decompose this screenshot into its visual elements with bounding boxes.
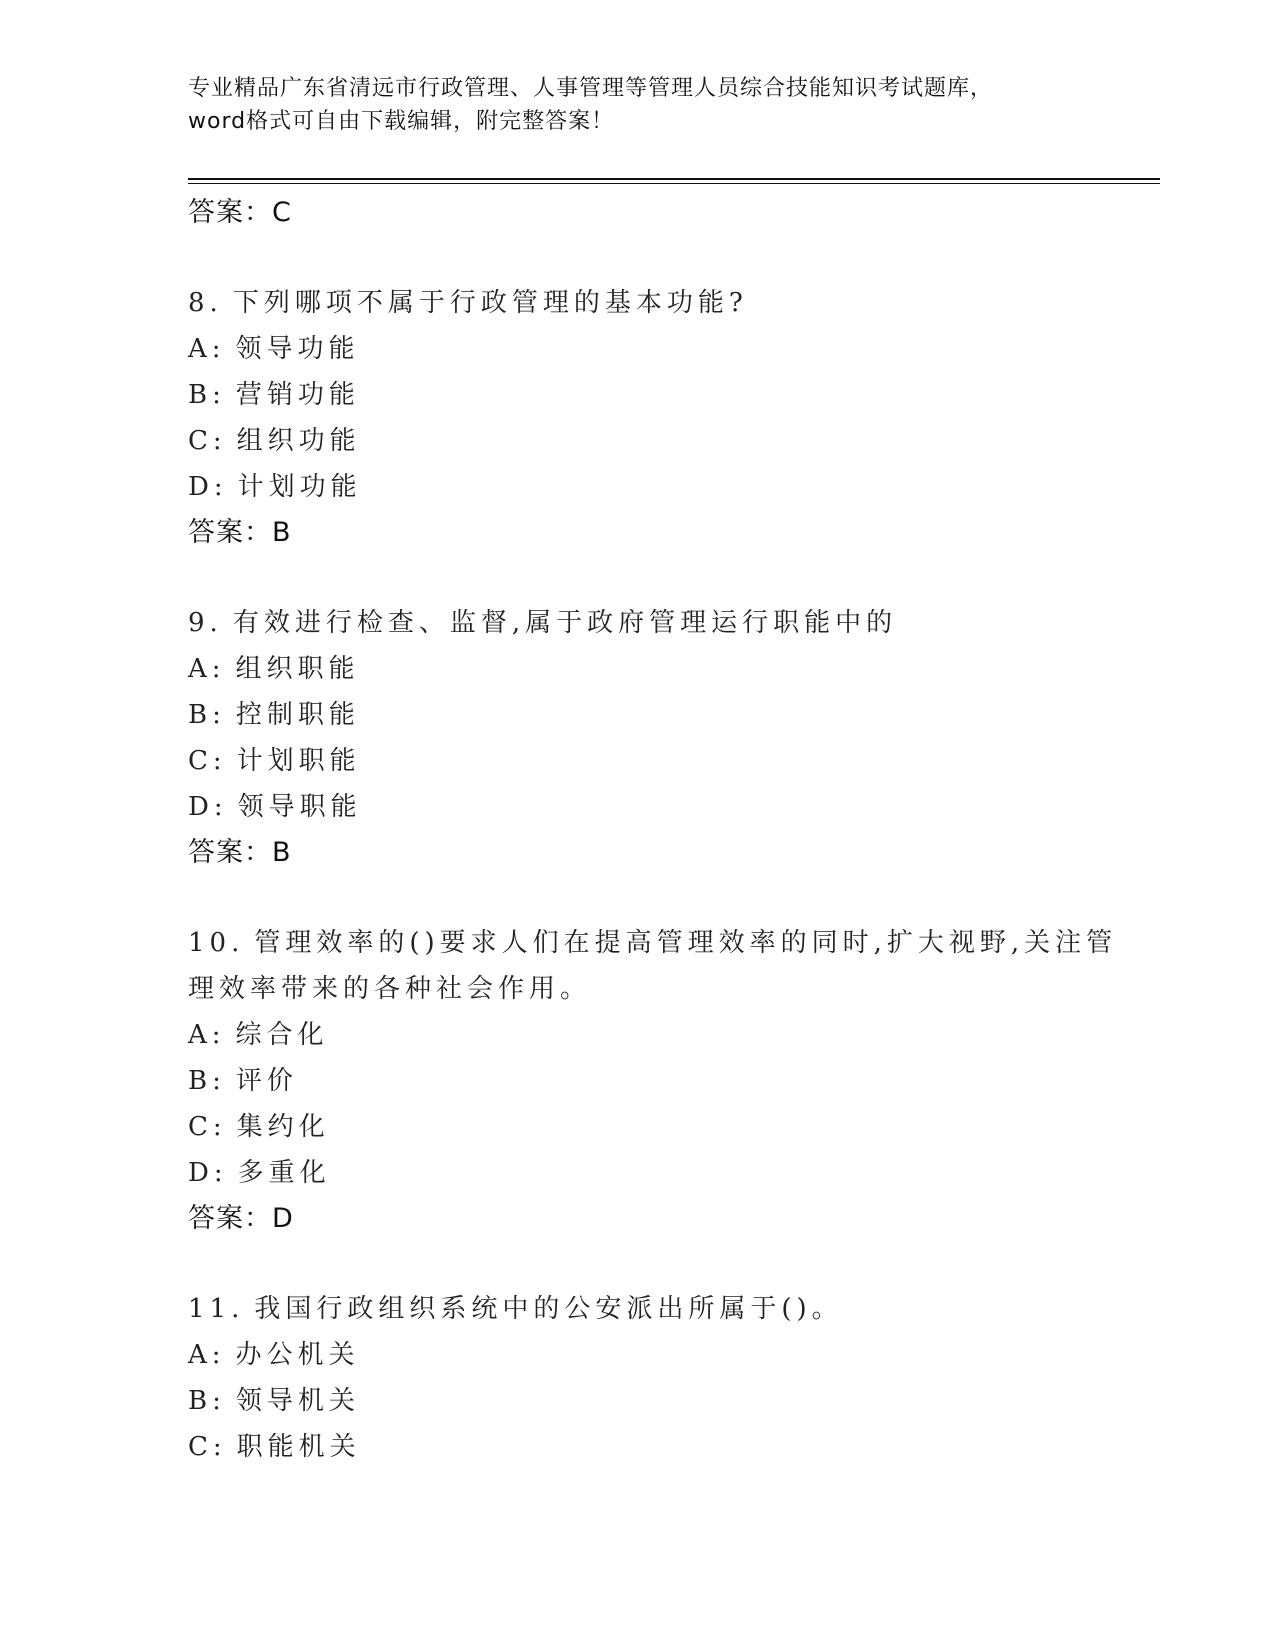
option-text: 计划功能 bbox=[237, 472, 362, 502]
option-text: 领导职能 bbox=[237, 792, 362, 822]
option-c bbox=[188, 1104, 1118, 1150]
option-text: 多重化 bbox=[237, 1158, 331, 1188]
option-a bbox=[188, 326, 1118, 372]
option-c bbox=[188, 1424, 1118, 1470]
option-key: A: bbox=[188, 334, 226, 364]
question-number: 9. bbox=[188, 608, 223, 638]
option-text: 评价 bbox=[235, 1066, 298, 1096]
question-stem bbox=[188, 600, 1118, 646]
option-text: 办公机关 bbox=[235, 1340, 360, 1370]
answer-line: 答案：D bbox=[188, 1203, 294, 1234]
option-text: 领导功能 bbox=[235, 334, 360, 364]
question-stem bbox=[188, 1286, 1118, 1332]
answer-line: 答案：B bbox=[188, 517, 292, 548]
option-text: 职能机关 bbox=[236, 1432, 361, 1462]
option-a bbox=[188, 646, 1118, 692]
answer-line: 答案：B bbox=[188, 837, 292, 868]
document-header bbox=[188, 72, 1088, 138]
question-number: 11. bbox=[188, 1294, 245, 1324]
option-text: 组织功能 bbox=[236, 426, 361, 456]
option-c bbox=[188, 418, 1118, 464]
question-stem bbox=[188, 920, 1118, 1012]
question-number: 10. bbox=[188, 928, 245, 958]
option-text: 计划职能 bbox=[236, 746, 361, 776]
header-divider-thick bbox=[188, 178, 1160, 180]
option-key: D: bbox=[188, 472, 228, 502]
option-key: D: bbox=[188, 1158, 228, 1188]
option-text: 营销功能 bbox=[235, 380, 360, 410]
spacer bbox=[188, 876, 1118, 920]
option-key: C: bbox=[188, 1112, 227, 1142]
question-number: 8. bbox=[188, 288, 223, 318]
option-key: A: bbox=[188, 654, 226, 684]
option-text: 领导机关 bbox=[235, 1386, 360, 1416]
option-text: 集约化 bbox=[236, 1112, 330, 1142]
option-key: D: bbox=[188, 792, 228, 822]
option-d bbox=[188, 464, 1118, 510]
spacer bbox=[188, 236, 1118, 280]
header-line-2: word格式可自由下载编辑，附完整答案！ bbox=[188, 109, 615, 134]
question-text: 管理效率的()要求人们在提高管理效率的同时,扩大视野,关注管理效率带来的各种社会作用。 bbox=[188, 928, 1118, 1004]
option-c bbox=[188, 738, 1118, 784]
question-text: 下列哪项不属于行政管理的基本功能? bbox=[232, 288, 748, 318]
option-b bbox=[188, 372, 1118, 418]
header-line-1: 专业精品广东省清远市行政管理、人事管理等管理人员综合技能知识考试题库， bbox=[188, 76, 994, 101]
option-b bbox=[188, 1378, 1118, 1424]
option-key: B: bbox=[188, 1386, 226, 1416]
option-key: C: bbox=[188, 426, 227, 456]
option-key: B: bbox=[188, 700, 226, 730]
question-stem bbox=[188, 280, 1118, 326]
option-key: A: bbox=[188, 1020, 226, 1050]
option-a bbox=[188, 1332, 1118, 1378]
option-a bbox=[188, 1012, 1118, 1058]
option-d bbox=[188, 1150, 1118, 1196]
option-key: B: bbox=[188, 1066, 226, 1096]
question-text: 我国行政组织系统中的公安派出所属于()。 bbox=[254, 1294, 843, 1324]
option-key: C: bbox=[188, 1432, 227, 1462]
spacer bbox=[188, 1242, 1118, 1286]
option-b bbox=[188, 692, 1118, 738]
option-key: A: bbox=[188, 1340, 226, 1370]
option-b bbox=[188, 1058, 1118, 1104]
option-text: 组织职能 bbox=[235, 654, 360, 684]
option-key: B: bbox=[188, 380, 226, 410]
option-d bbox=[188, 784, 1118, 830]
question-list bbox=[188, 190, 1118, 1470]
option-text: 综合化 bbox=[235, 1020, 329, 1050]
question-text: 有效进行检查、监督,属于政府管理运行职能中的 bbox=[232, 608, 898, 638]
option-text: 控制职能 bbox=[235, 700, 360, 730]
spacer bbox=[188, 556, 1118, 600]
header-divider-thin bbox=[188, 183, 1160, 184]
option-key: C: bbox=[188, 746, 227, 776]
answer-line: 答案：C bbox=[188, 197, 292, 228]
